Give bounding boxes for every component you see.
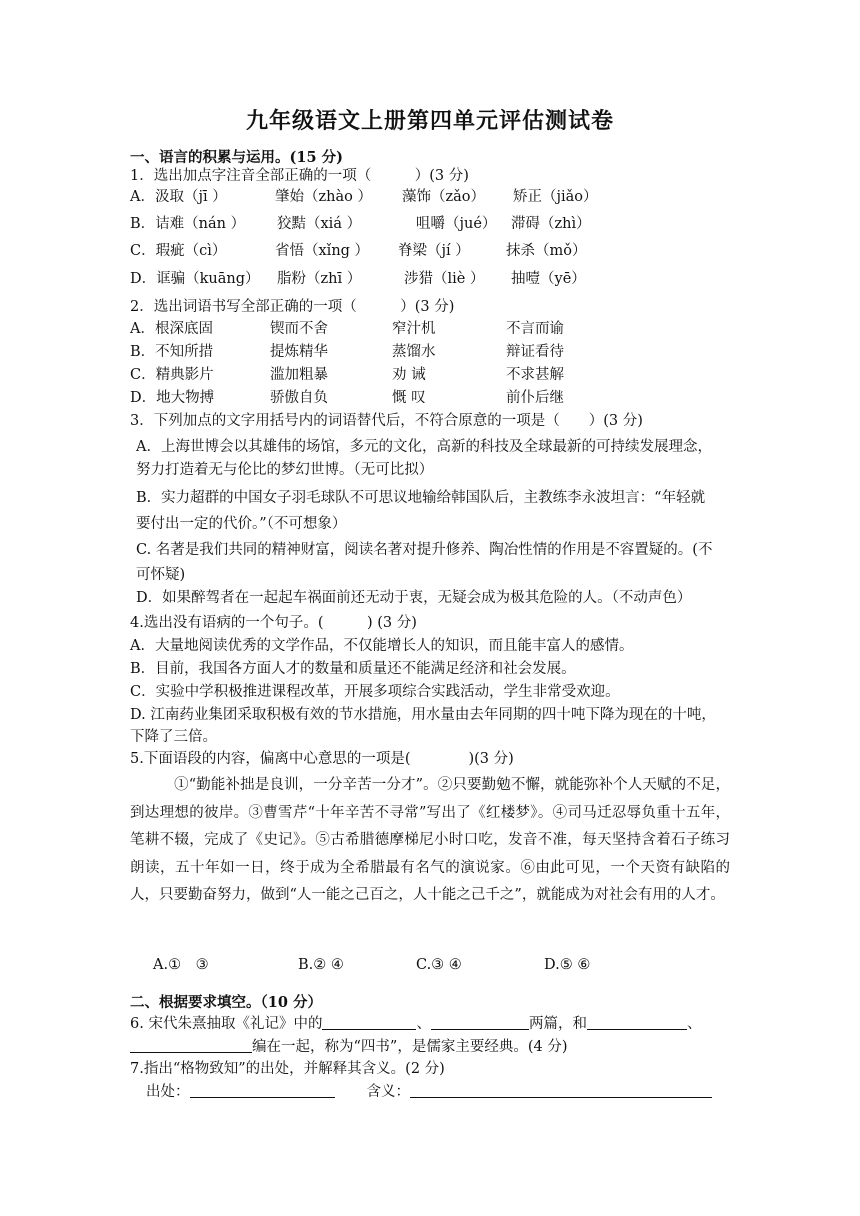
- q7-meaning-label: 含义：: [366, 1084, 410, 1100]
- q7-source-label: 出处：: [146, 1084, 190, 1100]
- q4-option-b: B．目前，我国各方面人才的数量和质量还不能满足经济和社会发展。: [130, 661, 576, 677]
- q4-option-d: D. 江南药业集团采取积极有效的节水措施，用水量由去年同期的四十吨下降为现在的十吨，: [130, 707, 716, 723]
- q7-meaning-blank[interactable]: [410, 1083, 712, 1098]
- q2-stem: 2．选出词语书写全部正确的一项（ ）(3 分): [130, 299, 455, 315]
- section-1-heading: 一、语言的积累与运用。(15 分): [130, 149, 343, 166]
- q1-option: 肇始（zhào ）: [275, 189, 372, 205]
- q1-option: 抽噎（yē）: [511, 271, 586, 287]
- q1-option: 抹杀（mǒ）: [506, 243, 587, 259]
- q2-option: 窄汁机: [392, 321, 436, 337]
- q1-option: 脊梁（jí ）: [398, 243, 470, 259]
- q2-option: A．根深底固: [130, 321, 213, 337]
- q2-option: D．地大物搏: [130, 390, 215, 406]
- q1-option: B．诘难（nán ）: [130, 216, 246, 232]
- q3-option-d: D．如果醉驾者在一起起车祸面前还无动于衷，无疑会成为极其危险的人。（不动声色）: [136, 590, 692, 606]
- q2-option: 不言而谕: [506, 321, 564, 337]
- q5-option: B.② ④: [298, 957, 344, 973]
- q2-row-d: [130, 388, 730, 408]
- q5-option: D.⑤ ⑥: [544, 957, 591, 973]
- q4-option-d-cont: 下降了三倍。: [130, 729, 217, 745]
- q1-option: 省悟（xǐng ）: [275, 243, 370, 259]
- q1-option: 狡黠（xiá ）: [277, 216, 362, 232]
- q3-option-c: C. 名著是我们共同的精神财富，阅读名著对提升修养、陶冶性情的作用是不容置疑的。(不: [136, 542, 713, 558]
- q6-line-2: [130, 1037, 567, 1057]
- q1-stem: 1．选出加点字注音全部正确的一项（ ）(3 分): [130, 168, 469, 184]
- q2-option: 前仆后继: [506, 390, 564, 406]
- q4-option-c: C．实验中学积极推进课程改革，开展多项综合实践活动，学生非常受欢迎。: [130, 684, 620, 700]
- q4-stem: 4.选出没有语病的一个句子。( ) (3 分): [130, 615, 417, 631]
- q5-option: C.③ ④: [416, 957, 462, 973]
- q1-option: C．瑕疵（cì）: [130, 243, 227, 259]
- q1-row-a: [130, 187, 730, 207]
- q6-separator: 、: [416, 1016, 431, 1032]
- q5-stem: 5.下面语段的内容，偏离中心意思的一项是( )(3 分): [130, 751, 514, 767]
- q5-option: A.① ③: [153, 957, 209, 973]
- q2-option: 骄傲自负: [270, 390, 328, 406]
- q1-row-b: [130, 214, 730, 234]
- q5-options: [130, 955, 730, 975]
- q1-option: 脂粉（zhī ）: [277, 271, 362, 287]
- q7-stem: 7.指出“格物致知”的出处，并解释其含义。(2 分): [130, 1061, 445, 1077]
- q6-text: 编在一起，称为“四书”，是儒家主要经典。(4 分): [252, 1039, 568, 1055]
- q6-blank-1[interactable]: [322, 1015, 416, 1030]
- q4-option-a: A．大量地阅读优秀的文学作品，不仅能增长人的知识，而且能丰富人的感情。: [130, 638, 634, 654]
- q1-option: 藻饰（zǎo）: [402, 189, 486, 205]
- q1-option: 涉猎（liè ）: [404, 271, 485, 287]
- q6-text: 两篇，和: [528, 1016, 587, 1032]
- q1-row-d: [130, 269, 730, 289]
- q3-option-a-cont: 努力打造着无与伦比的梦幻世博。（无可比拟）: [136, 462, 434, 478]
- q5-passage-text: ①“勤能补拙是良训，一分辛苦一分才”。②只要勤勉不懈，就能弥补个人天赋的不足，到达理想的彼岸。③曹雪芹“十年辛苦不寻常”写出了《红楼梦》。④司马迁忍辱负重十五年，笔耕不辍，完成了《史记》。⑤古希腊德摩梯尼小时口吃，发音不准，每天坚持含着石子练习朗读，五十年如一日，终于成为全希腊最有名气的演说家。⑥由此可见，一个天资有缺陷的人，只要勤奋努力，做到“人一能之己百之，人十能之己千之”，就能成为对社会有用的人才。: [130, 777, 730, 903]
- q2-option: 不求甚解: [506, 367, 564, 383]
- q3-option-b: B．实力超群的中国女子羽毛球队不可思议地输给韩国队后，主教练李永波坦言：“年轻就: [136, 490, 706, 506]
- q3-option-b-cont: 要付出一定的代价。”（不可想象）: [136, 516, 347, 532]
- q6-text: 6. 宋代朱熹抽取《礼记》中的: [130, 1016, 323, 1032]
- q6-blank-4[interactable]: [130, 1038, 252, 1053]
- q3-stem: 3．下列加点的文字用括号内的词语替代后，不符合原意的一项是（ ）(3 分): [130, 413, 643, 429]
- q2-option: C．精典影片: [130, 367, 214, 383]
- q2-option: 锲而不舍: [270, 321, 328, 337]
- q1-option: 咀嚼（jué）: [416, 216, 497, 232]
- q7-source-blank[interactable]: [190, 1083, 335, 1098]
- q2-option: 蒸馏水: [392, 344, 436, 360]
- q1-option: 矫正（jiǎo）: [513, 189, 598, 205]
- q2-option: 慨 叹: [392, 390, 426, 406]
- q3-option-a: A．上海世博会以其雄伟的场馆，多元的文化，高新的科技及全球最新的可持续发展理念，: [136, 439, 712, 455]
- q2-option: 辩证看待: [506, 344, 564, 360]
- q2-option: B．不知所措: [130, 344, 214, 360]
- q2-option: 滥加粗暴: [270, 367, 328, 383]
- q2-row-b: [130, 342, 730, 362]
- q2-option: 劝 诫: [392, 367, 426, 383]
- q1-option: A．汲取（jī ）: [130, 189, 227, 205]
- q6-separator: 、: [686, 1016, 702, 1032]
- q2-row-c: [130, 365, 730, 385]
- q6-line-1: [130, 1014, 701, 1034]
- page-title: 九年级语文上册第四单元评估测试卷: [245, 108, 614, 134]
- q1-option: D．诓骗（kuāng）: [130, 271, 260, 287]
- q1-row-c: [130, 241, 730, 261]
- q3-option-c-cont: 可怀疑): [136, 567, 186, 583]
- q6-blank-3[interactable]: [587, 1015, 687, 1030]
- section-2-heading: 二、根据要求填空。（10 分）: [130, 994, 322, 1011]
- q6-blank-2[interactable]: [431, 1015, 529, 1030]
- q7-answer-line: [146, 1082, 712, 1102]
- q2-option: 提炼精华: [270, 344, 328, 360]
- q1-option: 滞碍（zhì）: [511, 216, 591, 232]
- q2-row-a: [130, 319, 730, 339]
- q5-passage: [130, 772, 730, 910]
